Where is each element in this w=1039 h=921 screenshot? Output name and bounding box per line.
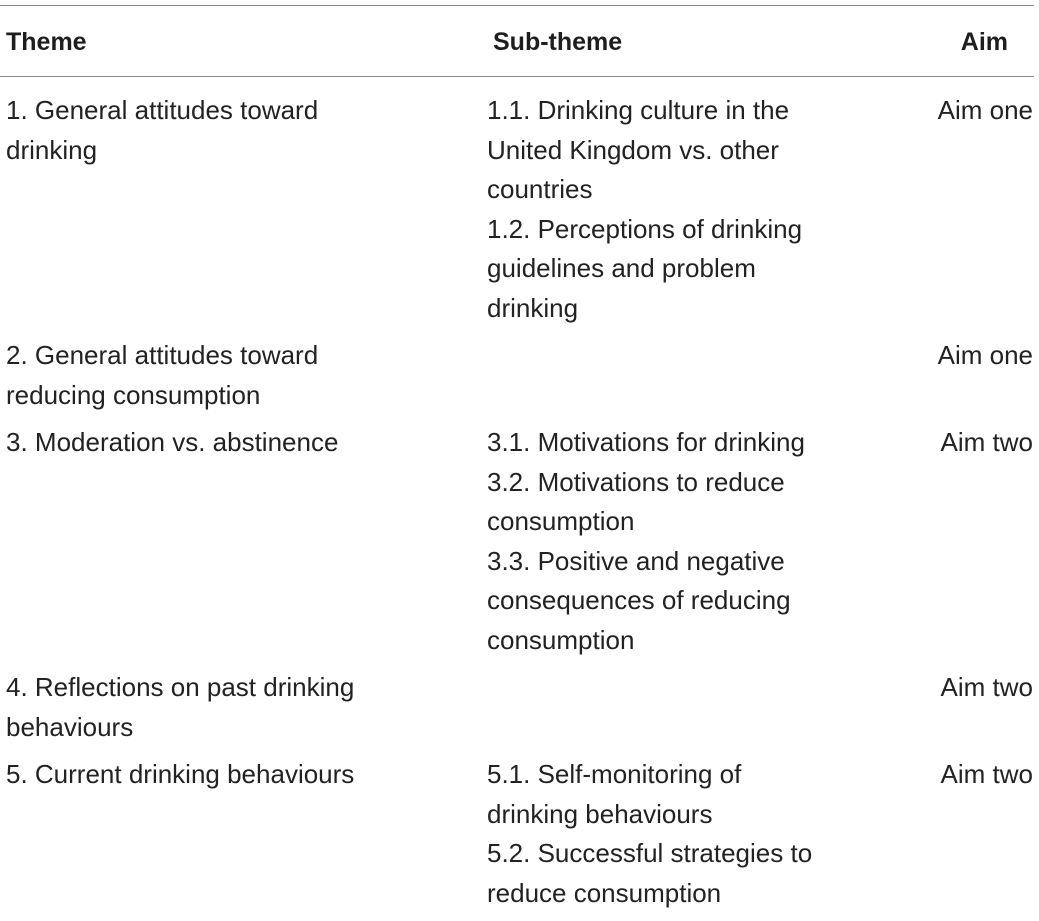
subtheme-item: 3.1. Motivations for drinking xyxy=(487,427,805,457)
table-row xyxy=(0,91,1034,328)
theme-text: 5. Current drinking behaviours xyxy=(6,759,355,789)
subtheme-item: 1.1. Drinking culture in the United Kingdom vs. other countries xyxy=(487,95,790,204)
theme-cell xyxy=(0,336,487,415)
theme-cell xyxy=(0,423,487,463)
subtheme-item: 3.3. Positive and negative consequences of reducing consumption xyxy=(487,545,791,655)
subtheme-item: 5.2. Successful strategies to reduce consumption xyxy=(487,838,813,908)
table-row xyxy=(0,423,1034,660)
subtheme-cell xyxy=(487,91,922,328)
theme-cell xyxy=(0,755,487,795)
theme-cell xyxy=(0,668,487,747)
theme-cell xyxy=(0,91,487,170)
aim-cell: Aim one xyxy=(937,340,1033,370)
aim-cell: Aim two xyxy=(940,672,1033,702)
theme-text: 2. General attitudes toward reducing consumption xyxy=(6,340,319,410)
subtheme-item: 1.2. Perceptions of drinking guidelines and problem drinking xyxy=(487,213,803,323)
table-row xyxy=(0,755,1034,913)
theme-text: 1. General attitudes toward drinking xyxy=(6,95,319,165)
subtheme-cell xyxy=(487,755,922,913)
header-subtheme: Sub-theme xyxy=(493,28,623,56)
table-body xyxy=(0,91,1034,921)
header-rule xyxy=(0,76,1034,77)
subtheme-item: 3.2. Motivations to reduce consumption xyxy=(487,466,785,536)
table-top-rule xyxy=(0,5,1034,6)
aim-cell: Aim two xyxy=(940,759,1033,789)
header-aim: Aim xyxy=(960,28,1008,56)
subtheme-item: 5.1. Self-monitoring of drinking behaviours xyxy=(487,759,742,829)
table-row xyxy=(0,336,1034,415)
header-theme: Theme xyxy=(6,28,87,56)
table-row xyxy=(0,668,1034,747)
aim-cell: Aim one xyxy=(937,95,1033,125)
theme-text: 3. Moderation vs. abstinence xyxy=(6,427,339,457)
aim-cell: Aim two xyxy=(940,427,1033,457)
subtheme-cell xyxy=(487,423,922,660)
theme-text: 4. Reflections on past drinking behaviours xyxy=(6,672,355,742)
